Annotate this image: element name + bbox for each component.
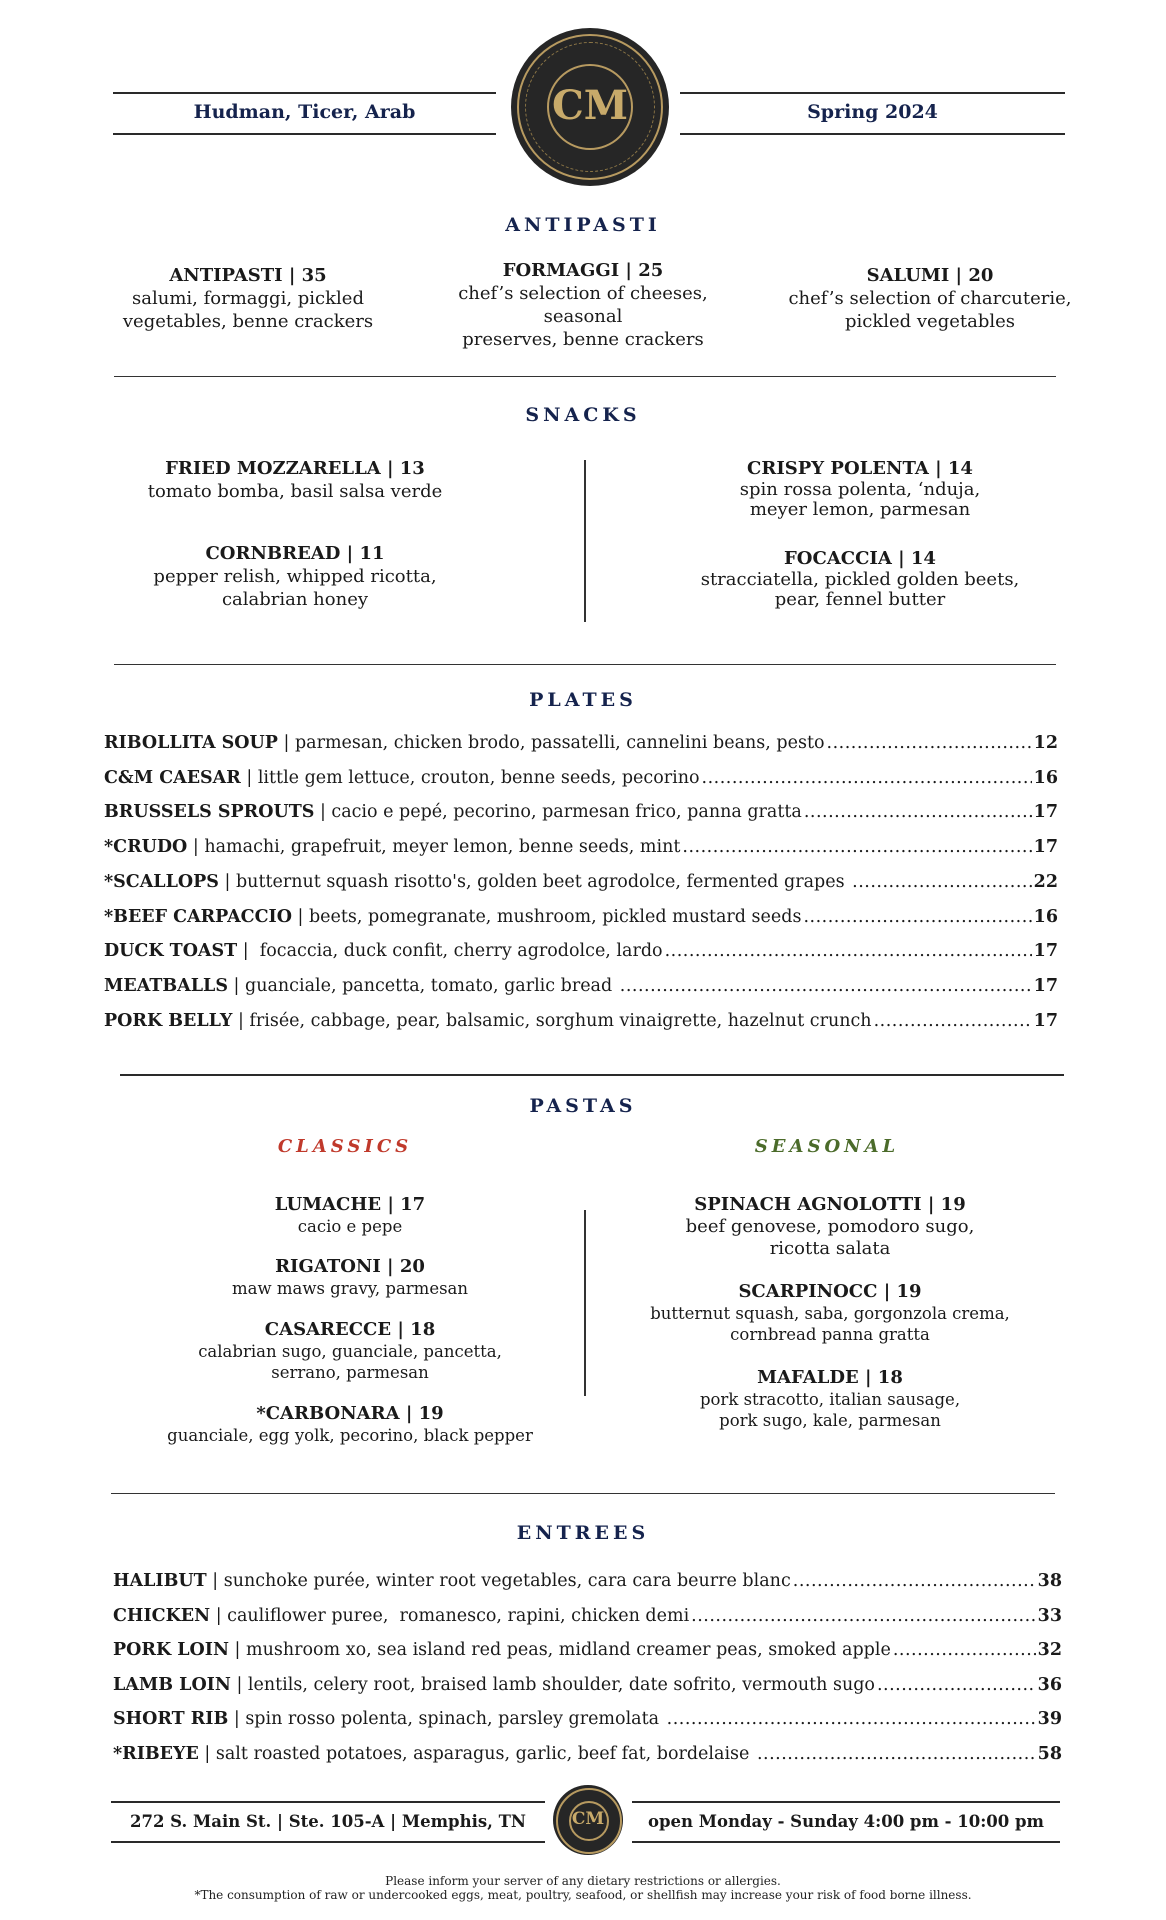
header-season: Spring 2024 bbox=[807, 101, 938, 123]
footer-rule-left-top bbox=[111, 1801, 545, 1803]
plate-description: | butternut squash risotto's, golden beet agrodolce, fermented grapes bbox=[218, 871, 851, 892]
plate-description: | parmesan, chicken brodo, passatelli, cannelini beans, pesto bbox=[277, 733, 825, 753]
pastas-title: PASTAS bbox=[529, 1095, 637, 1117]
footer-logo-monogram: CM bbox=[571, 1809, 605, 1829]
entree-price: 58 bbox=[1037, 1743, 1062, 1764]
entree-description: | sunchoke purée, winter root vegetables, cara cara beurre blanc bbox=[206, 1571, 791, 1591]
snack-item: FRIED MOZZARELLA | 13 tomato bomba, basil salsa verde bbox=[147, 458, 443, 502]
antipasti-item: ANTIPASTI | 35 salumi, formaggi, pickled vegetables, benne crackers bbox=[122, 265, 374, 332]
entree-price: 39 bbox=[1037, 1709, 1062, 1729]
plate-name: DUCK TOAST bbox=[104, 941, 238, 962]
logo-monogram: CM bbox=[551, 82, 629, 129]
entree-name: *RIBEYE bbox=[113, 1743, 199, 1764]
entree-row bbox=[113, 1744, 1062, 1764]
plate-price: 17 bbox=[1033, 802, 1058, 823]
snack-item: CORNBREAD | 11 pepper relish, whipped ricotta, calabrian honey bbox=[153, 543, 437, 610]
plate-row bbox=[104, 768, 1058, 788]
entree-row bbox=[113, 1709, 1062, 1729]
plate-name: *BEEF CARPACCIO bbox=[104, 906, 292, 927]
header-chefs: Hudman, Ticer, Arab bbox=[193, 101, 416, 123]
pasta-item: MAFALDE | 18 pork stracotto, italian sausage, pork sugo, kale, parmesan bbox=[699, 1367, 961, 1430]
entree-price: 32 bbox=[1037, 1640, 1062, 1660]
snack-item: FOCACCIA | 14 stracciatella, pickled golden beets, pear, fennel butter bbox=[700, 548, 1020, 610]
footer-rule-right-bottom bbox=[632, 1841, 1060, 1843]
pasta-item: RIGATONI | 20 maw maws gravy, parmesan bbox=[231, 1256, 469, 1298]
pasta-item: *CARBONARA | 19 guanciale, egg yolk, pecorino, black pepper bbox=[167, 1403, 533, 1445]
snack-item: CRISPY POLENTA | 14 spin rossa polenta, ‘nduja, meyer lemon, parmesan bbox=[739, 458, 981, 520]
plate-leader-dots bbox=[620, 976, 1032, 996]
entree-row bbox=[113, 1571, 1062, 1591]
entree-leader-dots bbox=[757, 1744, 1036, 1764]
plate-description: | hamachi, grapefruit, meyer lemon, benne seeds, mint bbox=[187, 837, 681, 858]
plate-leader-dots bbox=[682, 837, 1031, 857]
pasta-item: SPINACH AGNOLOTTI | 19 beef genovese, pomodoro sugo, ricotta salata bbox=[685, 1194, 975, 1259]
plate-price: 17 bbox=[1033, 1010, 1058, 1031]
pastas-divider bbox=[584, 1210, 586, 1396]
plate-price: 16 bbox=[1033, 906, 1058, 927]
entree-row bbox=[113, 1640, 1062, 1660]
plate-name: BRUSSELS SPROUTS bbox=[104, 802, 315, 823]
entree-price: 38 bbox=[1037, 1571, 1062, 1591]
antipasti-title: ANTIPASTI bbox=[505, 214, 661, 236]
entree-row bbox=[113, 1606, 1062, 1626]
entree-description: | mushroom xo, sea island red peas, midland creamer peas, smoked apple bbox=[228, 1640, 891, 1660]
entree-description: | spin rosso polenta, spinach, parsley gremolata bbox=[228, 1709, 665, 1729]
pasta-item: LUMACHE | 17 cacio e pepe bbox=[274, 1194, 426, 1236]
pastas-rule bbox=[111, 1493, 1055, 1494]
plate-description: | cacio e pepé, pecorino, parmesan frico, panna gratta bbox=[314, 802, 802, 823]
entree-description: | salt roasted potatoes, asparagus, garlic, beef fat, bordelaise bbox=[198, 1743, 755, 1764]
seasonal-label: SEASONAL bbox=[754, 1136, 900, 1157]
classics-label: CLASSICS bbox=[277, 1136, 413, 1157]
pasta-item: SCARPINOCC | 19 butternut squash, saba, gorgonzola crema, cornbread panna gratta bbox=[650, 1281, 1010, 1344]
entree-leader-dots bbox=[793, 1571, 1036, 1591]
plates-title: PLATES bbox=[529, 689, 637, 711]
footer-rule-right-top bbox=[632, 1801, 1060, 1803]
header-rule-left-top bbox=[113, 92, 496, 94]
plate-description: | guanciale, pancetta, tomato, garlic bread bbox=[227, 975, 618, 996]
plate-leader-dots bbox=[827, 733, 1032, 753]
entree-leader-dots bbox=[667, 1709, 1036, 1729]
header-rule-right-bottom bbox=[680, 133, 1065, 135]
entree-name: CHICKEN bbox=[113, 1605, 211, 1626]
pasta-item: CASARECCE | 18 calabrian sugo, guanciale, pancetta, serrano, parmesan bbox=[198, 1319, 502, 1382]
footer-hours: open Monday - Sunday 4:00 pm - 10:00 pm bbox=[647, 1812, 1045, 1831]
header-rule-right-top bbox=[680, 92, 1065, 94]
plate-leader-dots bbox=[874, 1011, 1032, 1031]
plate-description: | little gem lettuce, crouton, benne seeds, pecorino bbox=[240, 767, 700, 788]
plate-name: PORK BELLY bbox=[104, 1010, 233, 1031]
entree-leader-dots bbox=[893, 1640, 1036, 1660]
plate-description: | focaccia, duck confit, cherry agrodolce, lardo bbox=[237, 941, 663, 962]
plate-row bbox=[104, 872, 1058, 892]
plate-name: *SCALLOPS bbox=[104, 871, 219, 892]
logo-emblem bbox=[511, 28, 669, 186]
entree-leader-dots bbox=[877, 1675, 1036, 1695]
snacks-rule bbox=[114, 664, 1056, 665]
plate-leader-dots bbox=[803, 907, 1031, 927]
plate-price: 17 bbox=[1033, 837, 1058, 858]
plate-leader-dots bbox=[852, 872, 1031, 892]
entree-price: 33 bbox=[1037, 1605, 1062, 1626]
plate-price: 17 bbox=[1033, 941, 1058, 962]
plate-price: 16 bbox=[1033, 767, 1058, 788]
plate-row bbox=[104, 976, 1058, 996]
header-rule-left-bottom bbox=[113, 133, 496, 135]
plate-price: 12 bbox=[1033, 733, 1058, 753]
salumi-item: SALUMI | 20 chef’s selection of charcuterie, pickled vegetables bbox=[788, 265, 1072, 332]
footer-rule-left-bottom bbox=[111, 1841, 545, 1843]
entree-name: HALIBUT bbox=[113, 1571, 207, 1591]
plate-description: | beets, pomegranate, mushroom, pickled mustard seeds bbox=[291, 906, 802, 927]
plate-name: *CRUDO bbox=[104, 837, 188, 858]
plate-leader-dots bbox=[804, 802, 1032, 822]
footer-address: 272 S. Main St. | Ste. 105-A | Memphis, TN bbox=[129, 1812, 526, 1831]
plate-leader-dots bbox=[702, 768, 1032, 788]
entree-leader-dots bbox=[691, 1606, 1035, 1626]
plate-price: 17 bbox=[1033, 975, 1058, 996]
plate-name: RIBOLLITA SOUP bbox=[104, 733, 278, 753]
entree-price: 36 bbox=[1037, 1674, 1062, 1695]
plates-rule bbox=[120, 1074, 1064, 1076]
plate-name: C&M CAESAR bbox=[104, 767, 241, 788]
footer-logo-emblem bbox=[553, 1785, 623, 1855]
plate-row bbox=[104, 837, 1058, 857]
plate-row bbox=[104, 733, 1058, 753]
entree-name: LAMB LOIN bbox=[113, 1674, 231, 1695]
allergy-note: Please inform your server of any dietary restrictions or allergies. bbox=[385, 1874, 781, 1888]
plate-row bbox=[104, 941, 1058, 961]
entree-name: PORK LOIN bbox=[113, 1640, 229, 1660]
plate-price: 22 bbox=[1033, 871, 1058, 892]
formaggi-item: FORMAGGI | 25 chef’s selection of cheeses, seasonal preserves, benne crackers bbox=[458, 260, 708, 350]
entree-name: SHORT RIB bbox=[113, 1709, 229, 1729]
plate-description: | frisée, cabbage, pear, balsamic, sorghum vinaigrette, hazelnut crunch bbox=[232, 1010, 872, 1031]
entrees-title: ENTREES bbox=[516, 1522, 650, 1544]
entree-description: | cauliflower puree, romanesco, rapini, chicken demi bbox=[210, 1605, 690, 1626]
antipasti-divider bbox=[114, 376, 1056, 377]
entree-row bbox=[113, 1675, 1062, 1695]
plate-row bbox=[104, 1011, 1058, 1031]
plate-row bbox=[104, 907, 1058, 927]
plate-row bbox=[104, 802, 1058, 822]
snacks-title: SNACKS bbox=[525, 404, 641, 426]
consumption-warning: *The consumption of raw or undercooked eggs, meat, poultry, seafood, or shellfish may increase your risk of food borne illness. bbox=[194, 1888, 972, 1902]
plate-leader-dots bbox=[665, 941, 1032, 961]
entree-description: | lentils, celery root, braised lamb shoulder, date sofrito, vermouth sugo bbox=[230, 1674, 875, 1695]
snacks-divider bbox=[584, 460, 586, 622]
plate-name: MEATBALLS bbox=[104, 975, 228, 996]
